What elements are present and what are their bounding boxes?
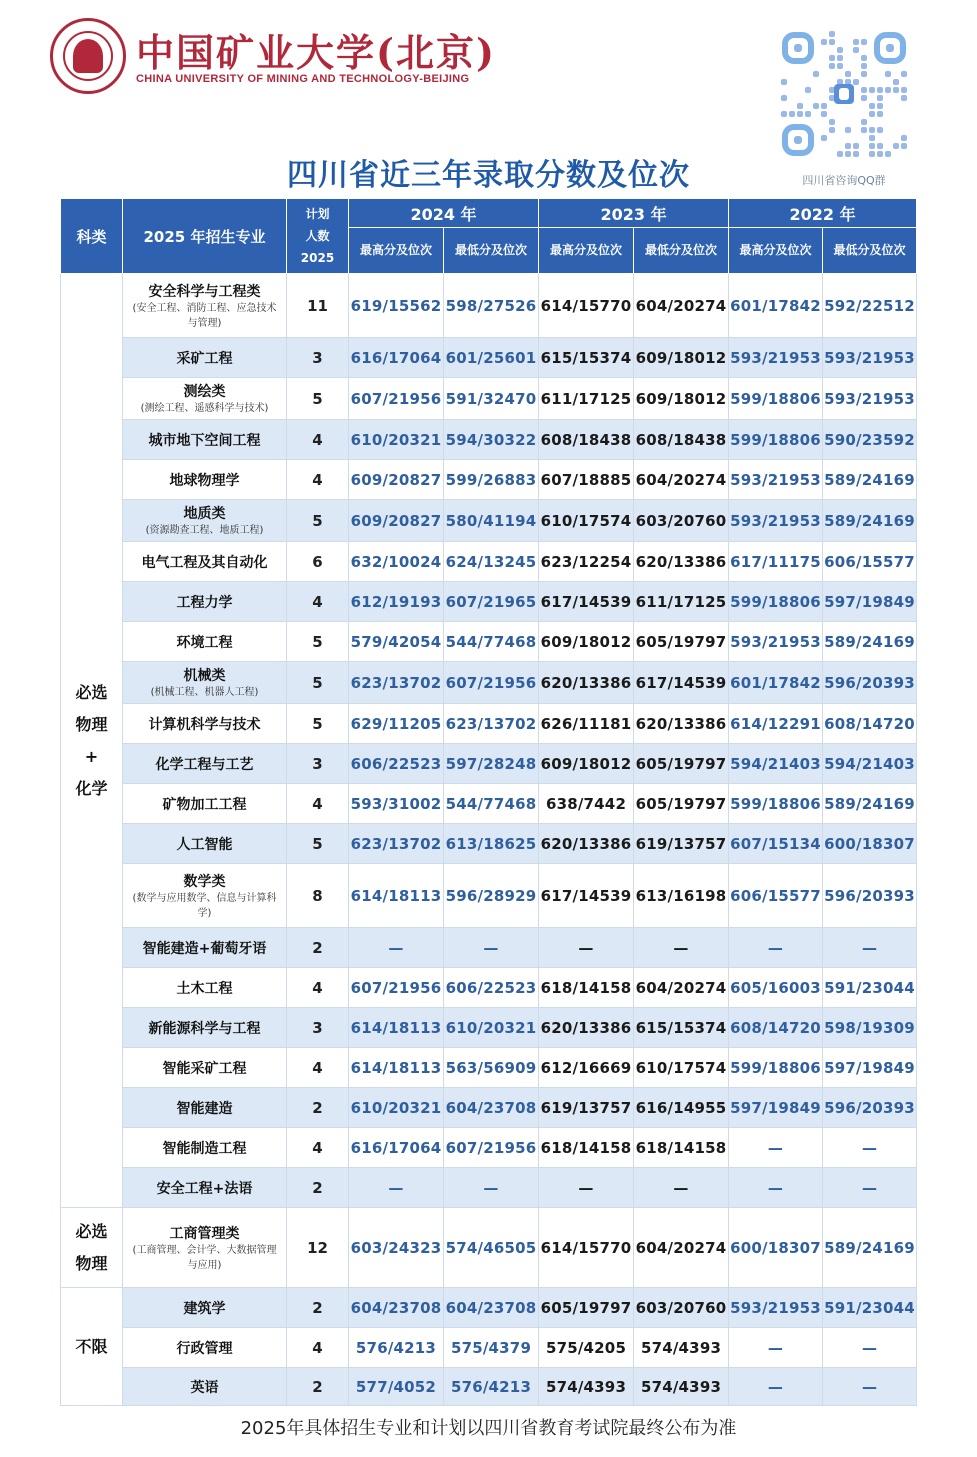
plan-count-cell: 8 <box>287 864 349 928</box>
plan-count-cell: 11 <box>287 274 349 338</box>
plan-count-cell: 4 <box>287 1328 349 1368</box>
score-rank-cell: 623/13702 <box>349 662 444 704</box>
major-cell: 英语 <box>123 1368 287 1406</box>
score-rank-cell: 604/23708 <box>349 1288 444 1328</box>
header-year-2023: 2023 年 <box>539 199 729 228</box>
score-rank-cell: 614/15770 <box>539 1208 634 1288</box>
score-rank-cell: 596/20393 <box>823 864 917 928</box>
score-rank-cell: — <box>539 1168 634 1208</box>
score-rank-cell: 593/21953 <box>729 622 823 662</box>
score-rank-cell: 577/4052 <box>349 1368 444 1406</box>
score-rank-cell: 590/23592 <box>823 420 917 460</box>
score-rank-cell: 594/30322 <box>444 420 539 460</box>
score-rank-cell: 598/19309 <box>823 1008 917 1048</box>
table-row <box>61 1288 917 1328</box>
score-rank-cell: 620/13386 <box>539 824 634 864</box>
major-cell: 地质类 (资源勘查工程、地质工程) <box>123 500 287 542</box>
score-rank-cell: 607/21965 <box>444 582 539 622</box>
score-rank-cell: 610/20321 <box>349 1088 444 1128</box>
score-rank-cell: 604/23708 <box>444 1088 539 1128</box>
score-rank-cell: 608/14720 <box>729 1008 823 1048</box>
table-row <box>61 744 917 784</box>
table-row <box>61 622 917 662</box>
header-max: 最高分及位次 <box>729 228 823 274</box>
score-rank-cell: 593/21953 <box>729 460 823 500</box>
table-row <box>61 338 917 378</box>
score-rank-cell: 597/28248 <box>444 744 539 784</box>
score-rank-cell: 616/17064 <box>349 338 444 378</box>
score-rank-cell: 593/21953 <box>823 378 917 420</box>
plan-count-cell: 6 <box>287 542 349 582</box>
score-rank-cell: 616/14955 <box>634 1088 729 1128</box>
score-rank-cell: 597/19849 <box>823 582 917 622</box>
score-rank-cell: 600/18307 <box>729 1208 823 1288</box>
score-rank-cell: 618/14158 <box>539 1128 634 1168</box>
score-rank-cell: 609/18012 <box>634 378 729 420</box>
score-rank-cell: 600/18307 <box>823 824 917 864</box>
plan-count-cell: 3 <box>287 1008 349 1048</box>
major-cell: 智能建造 <box>123 1088 287 1128</box>
score-rank-cell: 576/4213 <box>444 1368 539 1406</box>
major-cell: 化学工程与工艺 <box>123 744 287 784</box>
score-rank-cell: 608/18438 <box>634 420 729 460</box>
score-rank-cell: 575/4379 <box>444 1328 539 1368</box>
university-name-cn: 中国矿业大学(北京) <box>136 30 496 75</box>
score-rank-cell: 606/15577 <box>729 864 823 928</box>
major-cell: 新能源科学与工程 <box>123 1008 287 1048</box>
qq-group-qr-code <box>780 30 908 158</box>
score-rank-cell: — <box>729 928 823 968</box>
major-cell: 机械类 (机械工程、机器人工程) <box>123 662 287 704</box>
score-rank-cell: — <box>539 928 634 968</box>
score-rank-cell: 607/18885 <box>539 460 634 500</box>
score-rank-cell: 617/11175 <box>729 542 823 582</box>
score-rank-cell: 579/42054 <box>349 622 444 662</box>
score-rank-cell: 575/4205 <box>539 1328 634 1368</box>
score-rank-cell: 593/21953 <box>729 500 823 542</box>
header-min: 最低分及位次 <box>823 228 917 274</box>
major-note: (机械工程、机器人工程) <box>150 687 259 698</box>
table-row <box>61 1008 917 1048</box>
score-rank-cell: 594/21403 <box>729 744 823 784</box>
page-title: 四川省近三年录取分数及位次 <box>287 158 690 193</box>
plan-count-cell: 2 <box>287 1288 349 1328</box>
score-rank-cell: 610/20321 <box>349 420 444 460</box>
table-row <box>61 1208 917 1288</box>
score-rank-cell: 619/13757 <box>634 824 729 864</box>
qr-caption: 四川省咨询QQ群 <box>802 174 886 187</box>
category-cell: 必选 物理 + 化学 <box>61 274 123 1208</box>
score-rank-cell: — <box>634 928 729 968</box>
header-min: 最低分及位次 <box>444 228 539 274</box>
major-cell: 土木工程 <box>123 968 287 1008</box>
score-rank-cell: 607/21956 <box>349 968 444 1008</box>
score-rank-cell: 617/14539 <box>539 582 634 622</box>
major-cell: 安全科学与工程类 (安全工程、消防工程、应急技术与管理) <box>123 274 287 338</box>
score-rank-cell: — <box>823 1168 917 1208</box>
score-rank-cell: 612/19193 <box>349 582 444 622</box>
score-rank-cell: — <box>444 928 539 968</box>
table-row <box>61 274 917 338</box>
university-seal-logo <box>50 18 126 94</box>
major-cell: 工程力学 <box>123 582 287 622</box>
major-cell: 智能制造工程 <box>123 1128 287 1168</box>
score-rank-cell: 624/13245 <box>444 542 539 582</box>
major-cell: 人工智能 <box>123 824 287 864</box>
score-rank-cell: 563/56909 <box>444 1048 539 1088</box>
score-rank-cell: 544/77468 <box>444 622 539 662</box>
score-rank-cell: — <box>729 1128 823 1168</box>
score-rank-cell: 605/16003 <box>729 968 823 1008</box>
score-rank-cell: 607/21956 <box>444 1128 539 1168</box>
score-rank-cell: 609/18012 <box>634 338 729 378</box>
score-rank-cell: 606/22523 <box>444 968 539 1008</box>
score-rank-cell: 607/21956 <box>444 662 539 704</box>
score-rank-cell: 596/20393 <box>823 662 917 704</box>
score-rank-cell: — <box>729 1328 823 1368</box>
score-rank-cell: — <box>823 1128 917 1168</box>
table-row <box>61 1328 917 1368</box>
plan-count-cell: 5 <box>287 704 349 744</box>
score-rank-cell: — <box>349 1168 444 1208</box>
category-cell: 必选 物理 <box>61 1208 123 1288</box>
score-rank-cell: 618/14158 <box>634 1128 729 1168</box>
score-rank-cell: 620/13386 <box>634 542 729 582</box>
plan-count-cell: 4 <box>287 582 349 622</box>
score-rank-cell: 604/20274 <box>634 1208 729 1288</box>
score-rank-cell: 591/23044 <box>823 968 917 1008</box>
score-rank-cell: 623/13702 <box>444 704 539 744</box>
score-rank-cell: 617/14539 <box>539 864 634 928</box>
score-rank-cell: — <box>349 928 444 968</box>
score-rank-cell: 620/13386 <box>634 704 729 744</box>
score-rank-cell: 618/14158 <box>539 968 634 1008</box>
major-cell: 矿物加工工程 <box>123 784 287 824</box>
score-rank-cell: 601/25601 <box>444 338 539 378</box>
major-cell: 智能建造+葡萄牙语 <box>123 928 287 968</box>
table-row <box>61 784 917 824</box>
table-row <box>61 928 917 968</box>
score-rank-cell: 589/24169 <box>823 784 917 824</box>
score-rank-cell: 611/17125 <box>539 378 634 420</box>
score-rank-cell: 589/24169 <box>823 1208 917 1288</box>
score-rank-cell: 638/7442 <box>539 784 634 824</box>
score-rank-cell: — <box>444 1168 539 1208</box>
plan-count-cell: 5 <box>287 500 349 542</box>
score-rank-cell: — <box>634 1168 729 1208</box>
major-cell: 计算机科学与技术 <box>123 704 287 744</box>
table-row <box>61 864 917 928</box>
major-note: (资源勘查工程、地质工程) <box>145 525 264 536</box>
major-cell: 行政管理 <box>123 1328 287 1368</box>
major-cell: 智能采矿工程 <box>123 1048 287 1088</box>
major-cell: 地球物理学 <box>123 460 287 500</box>
header-year-2024: 2024 年 <box>349 199 539 228</box>
score-rank-cell: 619/15562 <box>349 274 444 338</box>
score-rank-cell: 609/20827 <box>349 460 444 500</box>
university-name-en: CHINA UNIVERSITY OF MINING AND TECHNOLOGY-BEIJING <box>136 73 470 85</box>
score-rank-cell: 611/17125 <box>634 582 729 622</box>
plan-count-cell: 4 <box>287 420 349 460</box>
score-rank-cell: — <box>823 1328 917 1368</box>
score-rank-cell: 603/24323 <box>349 1208 444 1288</box>
major-cell: 电气工程及其自动化 <box>123 542 287 582</box>
major-cell: 安全工程+法语 <box>123 1168 287 1208</box>
plan-count-cell: 5 <box>287 378 349 420</box>
table-row <box>61 1048 917 1088</box>
score-rank-cell: 612/16669 <box>539 1048 634 1088</box>
score-rank-cell: 610/17574 <box>539 500 634 542</box>
score-rank-cell: 605/19797 <box>539 1288 634 1328</box>
score-rank-cell: 574/4393 <box>634 1368 729 1406</box>
major-note: (测绘工程、遥感科学与技术) <box>140 403 269 414</box>
score-rank-cell: 599/18806 <box>729 1048 823 1088</box>
table-row <box>61 1368 917 1406</box>
plan-count-cell: 2 <box>287 1088 349 1128</box>
score-rank-cell: 617/14539 <box>634 662 729 704</box>
score-rank-cell: 576/4213 <box>349 1328 444 1368</box>
score-rank-cell: 607/21956 <box>349 378 444 420</box>
table-row <box>61 582 917 622</box>
score-rank-cell: 589/24169 <box>823 460 917 500</box>
admission-scores-table <box>60 198 917 1406</box>
plan-count-cell: 2 <box>287 1168 349 1208</box>
header-max: 最高分及位次 <box>349 228 444 274</box>
score-rank-cell: 614/18113 <box>349 1008 444 1048</box>
score-rank-cell: 603/20760 <box>634 500 729 542</box>
score-rank-cell: 609/18012 <box>539 744 634 784</box>
table-row <box>61 460 917 500</box>
score-rank-cell: 574/4393 <box>634 1328 729 1368</box>
score-rank-cell: — <box>729 1368 823 1406</box>
score-rank-cell: 593/21953 <box>729 338 823 378</box>
score-rank-cell: 591/23044 <box>823 1288 917 1328</box>
score-rank-cell: 607/15134 <box>729 824 823 864</box>
score-rank-cell: — <box>729 1168 823 1208</box>
header-major: 2025 年招生专业 <box>123 199 287 274</box>
plan-count-cell: 5 <box>287 662 349 704</box>
score-rank-cell: — <box>823 1368 917 1406</box>
score-rank-cell: 599/26883 <box>444 460 539 500</box>
score-rank-cell: 608/14720 <box>823 704 917 744</box>
score-rank-cell: 598/27526 <box>444 274 539 338</box>
plan-count-cell: 5 <box>287 824 349 864</box>
table-row <box>61 1168 917 1208</box>
score-rank-cell: 615/15374 <box>634 1008 729 1048</box>
score-rank-cell: 593/21953 <box>823 338 917 378</box>
score-rank-cell: 593/31002 <box>349 784 444 824</box>
score-rank-cell: 605/19797 <box>634 784 729 824</box>
plan-count-cell: 4 <box>287 1048 349 1088</box>
score-rank-cell: 614/12291 <box>729 704 823 744</box>
score-rank-cell: 613/16198 <box>634 864 729 928</box>
major-cell: 城市地下空间工程 <box>123 420 287 460</box>
table-row <box>61 542 917 582</box>
score-rank-cell: 619/13757 <box>539 1088 634 1128</box>
score-rank-cell: 604/20274 <box>634 460 729 500</box>
score-rank-cell: 610/20321 <box>444 1008 539 1048</box>
major-cell: 工商管理类 (工商管理、会计学、大数据管理与应用) <box>123 1208 287 1288</box>
score-rank-cell: 605/19797 <box>634 622 729 662</box>
score-rank-cell: 594/21403 <box>823 744 917 784</box>
plan-count-cell: 4 <box>287 968 349 1008</box>
header-max: 最高分及位次 <box>539 228 634 274</box>
score-rank-cell: 614/18113 <box>349 864 444 928</box>
score-rank-cell: 599/18806 <box>729 420 823 460</box>
score-rank-cell: 620/13386 <box>539 662 634 704</box>
table-row <box>61 500 917 542</box>
score-rank-cell: 591/32470 <box>444 378 539 420</box>
major-note: (数学与应用数学、信息与计算科学) <box>132 892 277 919</box>
score-rank-cell: 604/20274 <box>634 968 729 1008</box>
score-rank-cell: 606/22523 <box>349 744 444 784</box>
plan-count-cell: 5 <box>287 622 349 662</box>
major-note: (安全工程、消防工程、应急技术与管理) <box>132 302 277 329</box>
table-row <box>61 420 917 460</box>
score-rank-cell: 610/17574 <box>634 1048 729 1088</box>
score-rank-cell: 620/13386 <box>539 1008 634 1048</box>
score-rank-cell: 544/77468 <box>444 784 539 824</box>
score-rank-cell: 601/17842 <box>729 274 823 338</box>
major-cell: 建筑学 <box>123 1288 287 1328</box>
score-rank-cell: 609/18012 <box>539 622 634 662</box>
header-min: 最低分及位次 <box>634 228 729 274</box>
plan-count-cell: 3 <box>287 744 349 784</box>
score-rank-cell: 597/19849 <box>823 1048 917 1088</box>
score-rank-cell: 599/18806 <box>729 582 823 622</box>
score-rank-cell: 616/17064 <box>349 1128 444 1168</box>
plan-count-cell: 12 <box>287 1208 349 1288</box>
score-rank-cell: 626/11181 <box>539 704 634 744</box>
score-rank-cell: 592/22512 <box>823 274 917 338</box>
table-row <box>61 824 917 864</box>
score-rank-cell: 589/24169 <box>823 622 917 662</box>
plan-count-cell: 4 <box>287 460 349 500</box>
score-rank-cell: 614/18113 <box>349 1048 444 1088</box>
table-row <box>61 1088 917 1128</box>
score-rank-cell: 615/15374 <box>539 338 634 378</box>
header-year-2022: 2022 年 <box>729 199 917 228</box>
score-rank-cell: 593/21953 <box>729 1288 823 1328</box>
score-rank-cell: 604/20274 <box>634 274 729 338</box>
score-rank-cell: 632/10024 <box>349 542 444 582</box>
table-row <box>61 378 917 420</box>
score-rank-cell: 596/20393 <box>823 1088 917 1128</box>
major-cell: 环境工程 <box>123 622 287 662</box>
score-rank-cell: 613/18625 <box>444 824 539 864</box>
score-rank-cell: 629/11205 <box>349 704 444 744</box>
score-rank-cell: 609/20827 <box>349 500 444 542</box>
score-rank-cell: 589/24169 <box>823 500 917 542</box>
score-rank-cell: 623/12254 <box>539 542 634 582</box>
score-rank-cell: 574/46505 <box>444 1208 539 1288</box>
plan-count-cell: 3 <box>287 338 349 378</box>
score-rank-cell: 604/23708 <box>444 1288 539 1328</box>
plan-count-cell: 4 <box>287 784 349 824</box>
table-row <box>61 968 917 1008</box>
score-rank-cell: 596/28929 <box>444 864 539 928</box>
score-rank-cell: 606/15577 <box>823 542 917 582</box>
major-cell: 采矿工程 <box>123 338 287 378</box>
major-note: (工商管理、会计学、大数据管理与应用) <box>132 1244 277 1271</box>
major-cell: 测绘类 (测绘工程、遥感科学与技术) <box>123 378 287 420</box>
score-rank-cell: 603/20760 <box>634 1288 729 1328</box>
category-cell: 不限 <box>61 1288 123 1406</box>
table-row <box>61 1128 917 1168</box>
table-row <box>61 662 917 704</box>
score-rank-cell: 574/4393 <box>539 1368 634 1406</box>
score-rank-cell: — <box>823 928 917 968</box>
table-row <box>61 704 917 744</box>
score-rank-cell: 580/41194 <box>444 500 539 542</box>
header-category: 科类 <box>61 199 123 274</box>
score-rank-cell: 605/19797 <box>634 744 729 784</box>
header-plan: 计划 人数 2025 <box>287 199 349 274</box>
score-rank-cell: 601/17842 <box>729 662 823 704</box>
plan-count-cell: 2 <box>287 1368 349 1406</box>
score-rank-cell: 623/13702 <box>349 824 444 864</box>
footer-note: 2025年具体招生专业和计划以四川省教育考试院最终公布为准 <box>240 1418 737 1439</box>
score-rank-cell: 608/18438 <box>539 420 634 460</box>
score-rank-cell: 597/19849 <box>729 1088 823 1128</box>
score-rank-cell: 599/18806 <box>729 378 823 420</box>
major-cell: 数学类 (数学与应用数学、信息与计算科学) <box>123 864 287 928</box>
plan-count-cell: 2 <box>287 928 349 968</box>
plan-count-cell: 4 <box>287 1128 349 1168</box>
score-rank-cell: 614/15770 <box>539 274 634 338</box>
score-rank-cell: 599/18806 <box>729 784 823 824</box>
